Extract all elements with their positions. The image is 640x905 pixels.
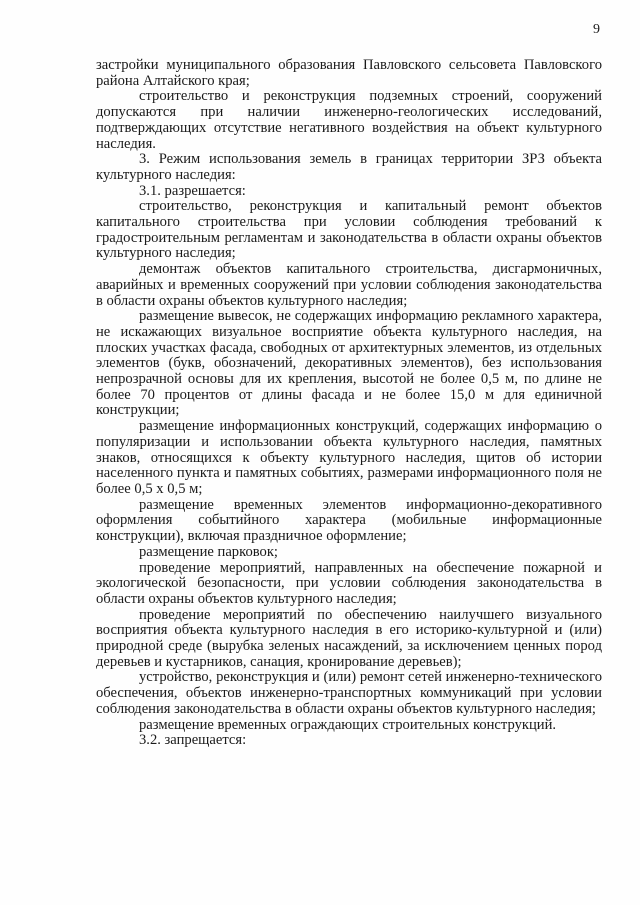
paragraph: размещение информационных конструкций, содержащих информацию о популяризации и использовании объекта культурного наследия, памятных знаков, относящихся к объекту культурного наследия, щитов об истории населенного пункта и памятных событиях, размерами информационного поля не более 0,5 х 0,5 м; bbox=[96, 418, 602, 497]
paragraph: строительство, реконструкция и капитальный ремонт объектов капитального строительства при условии соблюдения требований к градостроительным регламентам и законодательства в области охраны объектов культурного наследия; bbox=[96, 198, 602, 262]
paragraph: размещение временных ограждающих строительных конструкций. bbox=[139, 716, 557, 733]
paragraph: размещение вывесок, не содержащих информацию рекламного характера, не искажающих визуальное восприятие объекта культурного наследия, на плоских участках фасада, свободных от архитектурных элементов, из отдельных элементов (букв, обозначений, декоративных элементов), без использования непрозрачной основы для их крепления, высотой не более 0,5 м, по длине не более 70 процентов от длины фасада и не более 15,0 м для единичной конструкции; bbox=[96, 308, 602, 419]
paragraph: проведение мероприятий по обеспечению наилучшего визуального восприятия объекта культурного наследия в его историко-культурной и (или) природной среде (вырубка зеленых насаждений, за исключением ценных пород деревьев и кустарников, санация, кронирование деревьев); bbox=[96, 606, 602, 670]
subsection-heading: 3.1. разрешается: bbox=[139, 182, 246, 199]
paragraph: размещение парковок; bbox=[139, 543, 278, 560]
page-number: 9 bbox=[593, 22, 600, 37]
paragraph: устройство, реконструкция и (или) ремонт сетей инженерно-технического обеспечения, объектов инженерно-транспортных коммуникаций при условии соблюдения законодательства в области охраны объектов культурного наследия; bbox=[96, 669, 602, 717]
paragraph: застройки муниципального образования Павловского сельсовета Павловского района Алтайского края; bbox=[96, 57, 602, 89]
subsection-heading: 3.2. запрещается: bbox=[139, 732, 247, 749]
paragraph: строительство и реконструкция подземных строений, сооружений допускаются при наличии инженерно-геологических исследований, подтверждающих отсутствие негативного воздействия на объект культурного наследия. bbox=[96, 88, 602, 152]
paragraph: размещение временных элементов информационно-декоративного оформления событийного характера (мобильные информационные конструкции), включая праздничное оформление; bbox=[96, 496, 602, 545]
paragraph: демонтаж объектов капитального строительства, дисгармоничных, аварийных и временных сооружений при условии соблюдения законодательства в области охраны объектов культурного наследия; bbox=[96, 261, 602, 309]
body-text bbox=[96, 58, 602, 749]
section-heading: 3. Режим использования земель в границах территории ЗРЗ объекта культурного наследия: bbox=[96, 151, 602, 183]
paragraph: проведение мероприятий, направленных на обеспечение пожарной и экологической безопасности, при условии соблюдения законодательства в области охраны объектов культурного наследия; bbox=[96, 559, 602, 607]
